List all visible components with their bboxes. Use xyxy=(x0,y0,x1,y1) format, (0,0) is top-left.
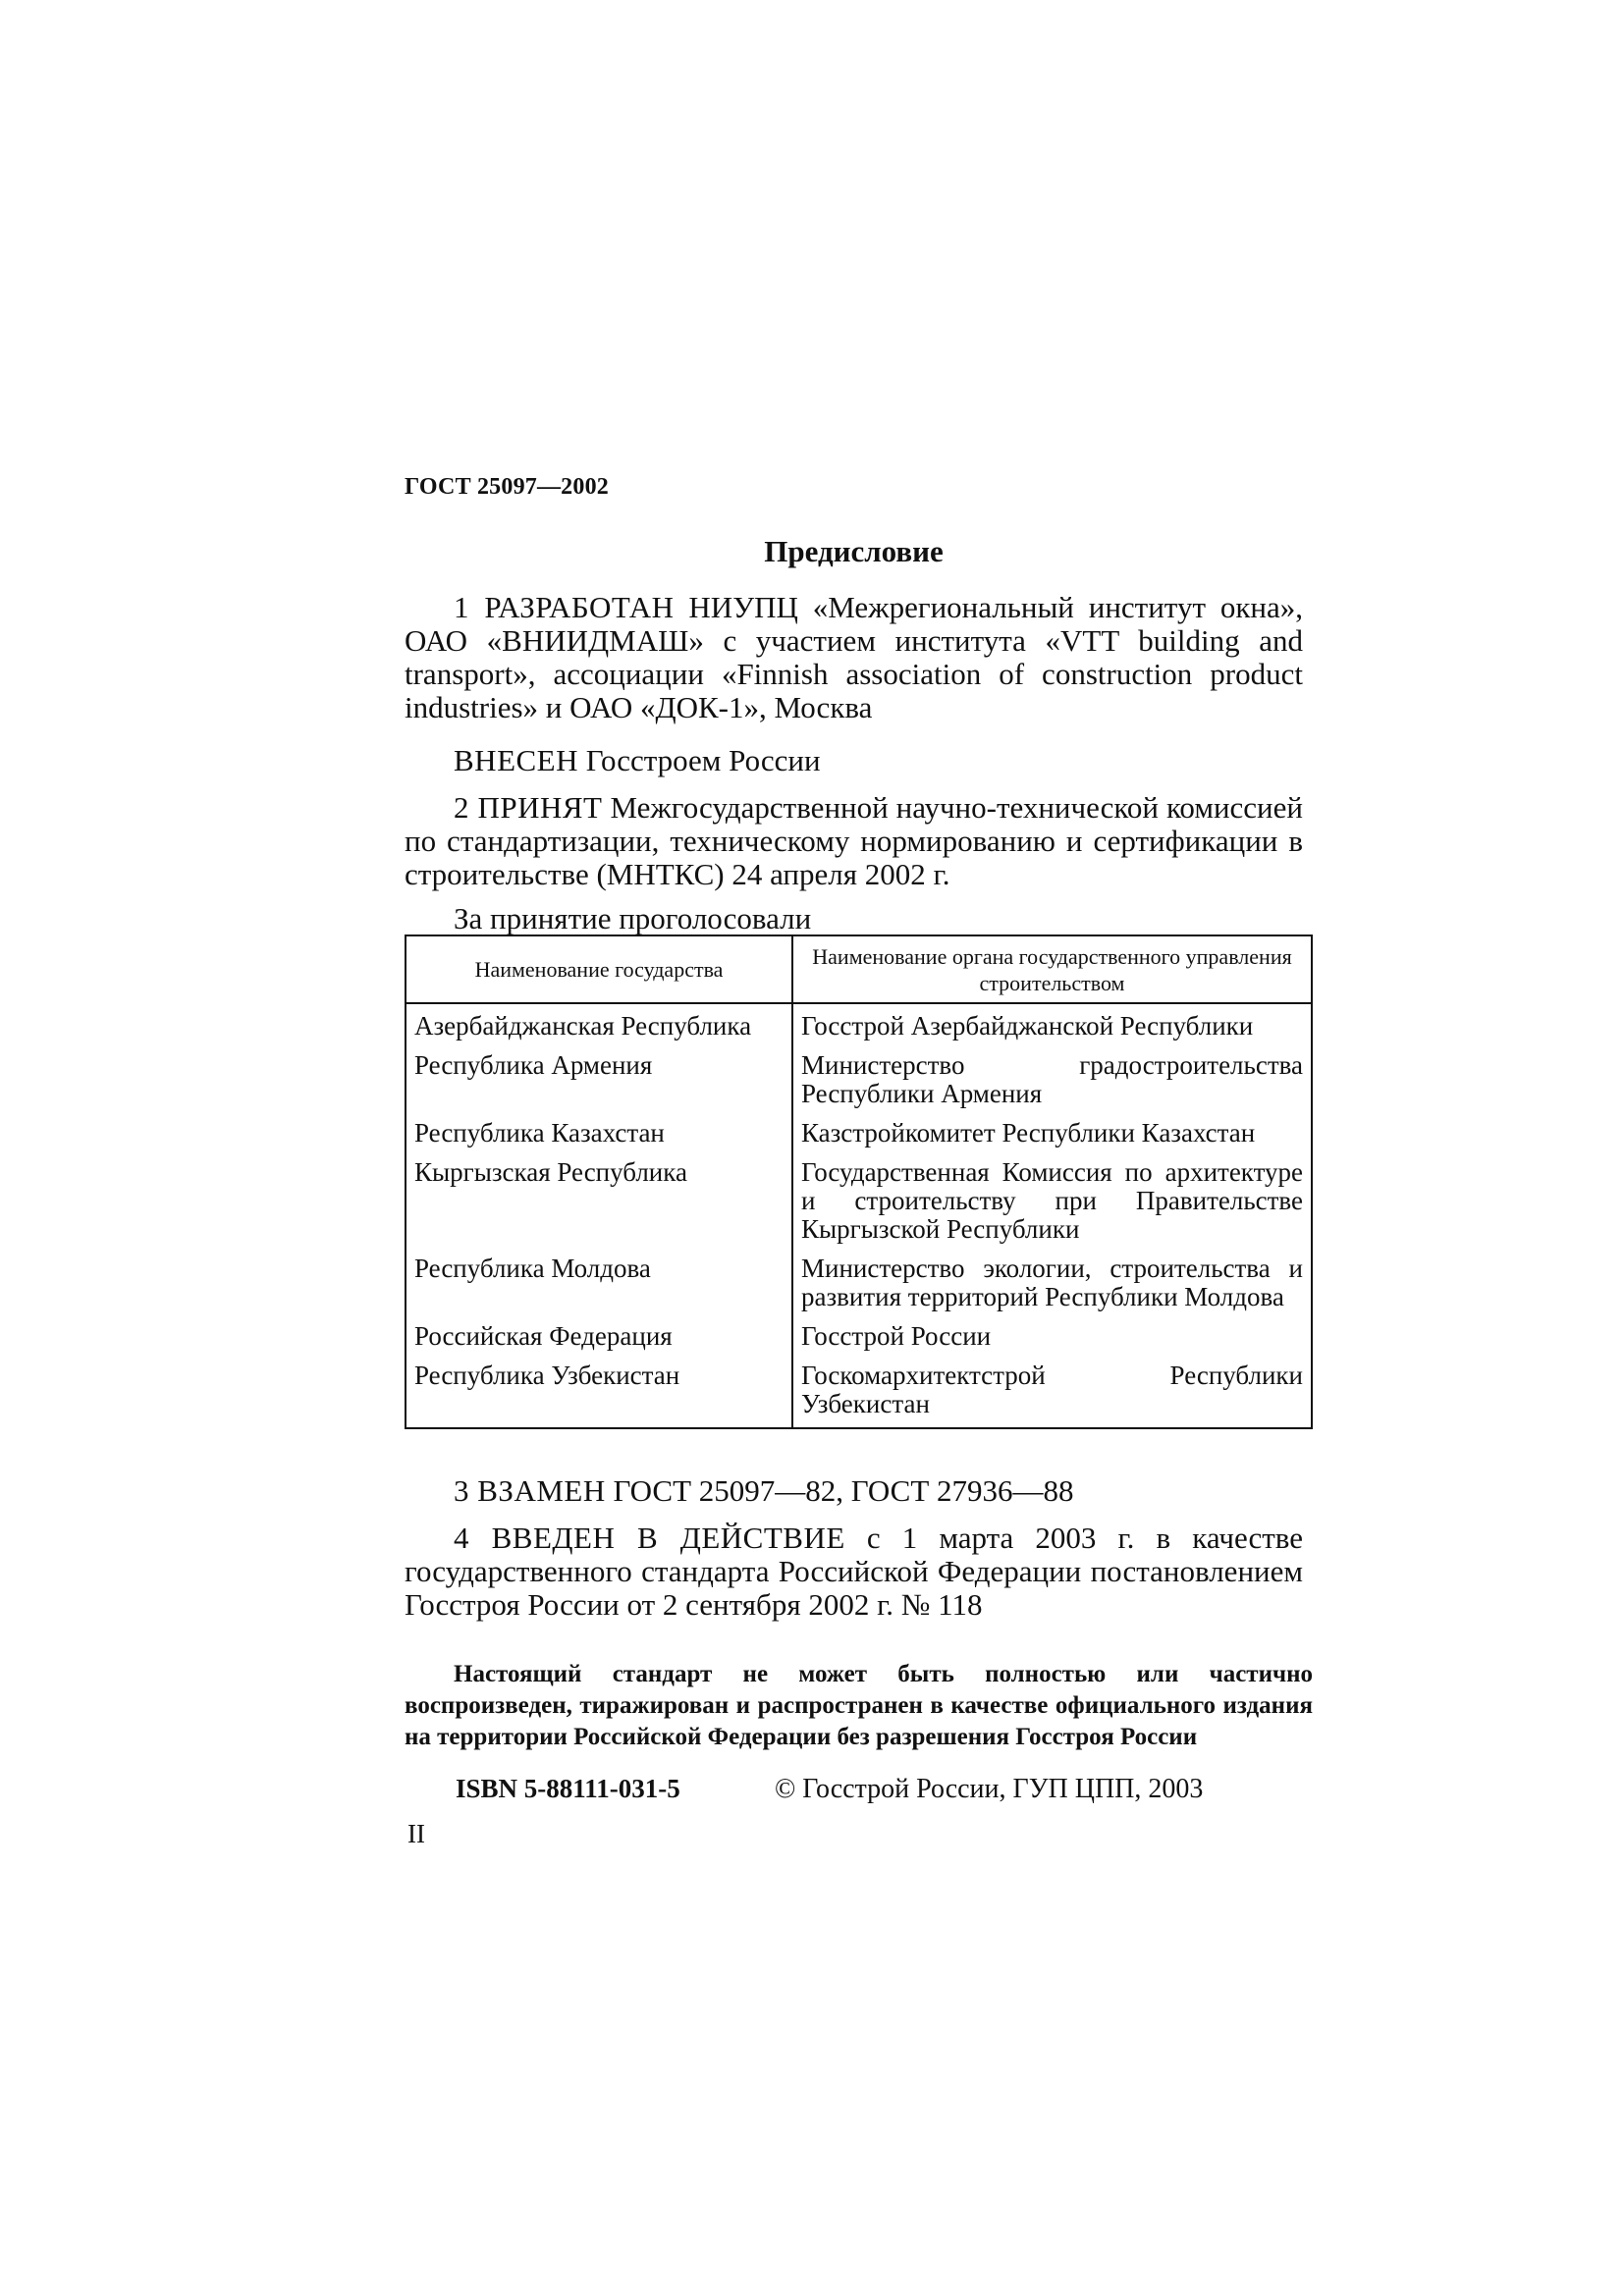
voted-intro xyxy=(405,902,1303,935)
item-effective xyxy=(405,1522,1303,1622)
country-cell: Республика Узбекистан xyxy=(406,1360,792,1428)
item-submitted-text: Госстроем России xyxy=(578,743,821,777)
item-replaces-text: ГОСТ 25097—82, ГОСТ 27936—88 xyxy=(605,1473,1074,1508)
item-developed-text: НИУПЦ «Межрегиональный институт окна», ОАО «ВНИИДМАШ» с участием института «VTT building and transport», ассоциации «Finnish association of construction product industries» и ОАО «ДОК-1», Москва xyxy=(405,590,1303,724)
organ-cell: Государственная Комиссия по архитектуре и строительству при Правительстве Кыргызской Республики xyxy=(792,1156,1312,1253)
country-cell: Российская Федерация xyxy=(406,1320,792,1360)
organ-cell: Госкомархитектстрой Республики Узбекистан xyxy=(792,1360,1312,1428)
organ-cell: Министерство градостроительства Республики Армения xyxy=(792,1049,1312,1117)
isbn: ISBN 5-88111-031-5 xyxy=(456,1774,680,1803)
item-adopted xyxy=(405,791,1303,891)
table-row xyxy=(406,1253,1312,1320)
table-header-row xyxy=(406,935,1312,1003)
organ-cell: Госстрой России xyxy=(792,1320,1312,1360)
item-effective-text: с 1 марта 2003 г. в качестве государственного стандарта Российской Федерации постановлением Госстроя России от 2 сентября 2002 г. № 118 xyxy=(405,1521,1303,1622)
organ-cell: Казстройкомитет Республики Казахстан xyxy=(792,1117,1312,1156)
section-title: Предисловие xyxy=(764,534,944,568)
table-row xyxy=(406,1360,1312,1428)
item-replaces xyxy=(405,1474,1303,1508)
table-row xyxy=(406,1156,1312,1253)
copyright: © Госстрой России, ГУП ЦПП, 2003 xyxy=(775,1774,1204,1804)
organ-cell: Госстрой Азербайджанской Республики xyxy=(792,1003,1312,1049)
reproduction-notice: Настоящий стандарт не может быть полностью или частично воспроизведен, тиражирован и распространен в качестве официального издания на территории Российской Федерации без разрешения Госстроя России xyxy=(405,1661,1313,1750)
item-developed xyxy=(405,591,1303,724)
table-row xyxy=(406,1049,1312,1117)
country-cell: Азербайджанская Республика xyxy=(406,1003,792,1049)
item-adopted-lead: 2 ПРИНЯТ xyxy=(454,790,603,825)
item-effective-lead: 4 ВВЕДЕН В ДЕЙСТВИЕ xyxy=(454,1521,845,1555)
voted-intro-text: За принятие проголосовали xyxy=(454,901,812,935)
country-cell: Республика Казахстан xyxy=(406,1117,792,1156)
table-row xyxy=(406,1003,1312,1049)
item-adopted-text: Межгосударственной научно-технической комиссией по стандартизации, техническому нормированию и сертификации в строительстве (МНТКС) 24 апреля 2002 г. xyxy=(405,790,1303,891)
document-code: ГОСТ 25097—2002 xyxy=(405,474,609,500)
country-cell: Кыргызская Республика xyxy=(406,1156,792,1253)
country-cell: Республика Армения xyxy=(406,1049,792,1117)
item-submitted xyxy=(405,744,1303,777)
item-submitted-lead: ВНЕСЕН xyxy=(454,743,578,777)
table-row xyxy=(406,1320,1312,1360)
votes-table xyxy=(405,934,1313,1429)
organ-cell: Министерство экологии, строительства и развития территорий Республики Молдова xyxy=(792,1253,1312,1320)
page-number: II xyxy=(407,1819,425,1848)
column-header-organ: Наименование органа государственного управления строительством xyxy=(792,935,1312,1003)
item-replaces-lead: 3 ВЗАМЕН xyxy=(454,1473,606,1508)
item-developed-lead: 1 РАЗРАБОТАН xyxy=(454,590,675,624)
country-cell: Республика Молдова xyxy=(406,1253,792,1320)
table-row xyxy=(406,1117,1312,1156)
column-header-country: Наименование государства xyxy=(406,935,792,1003)
